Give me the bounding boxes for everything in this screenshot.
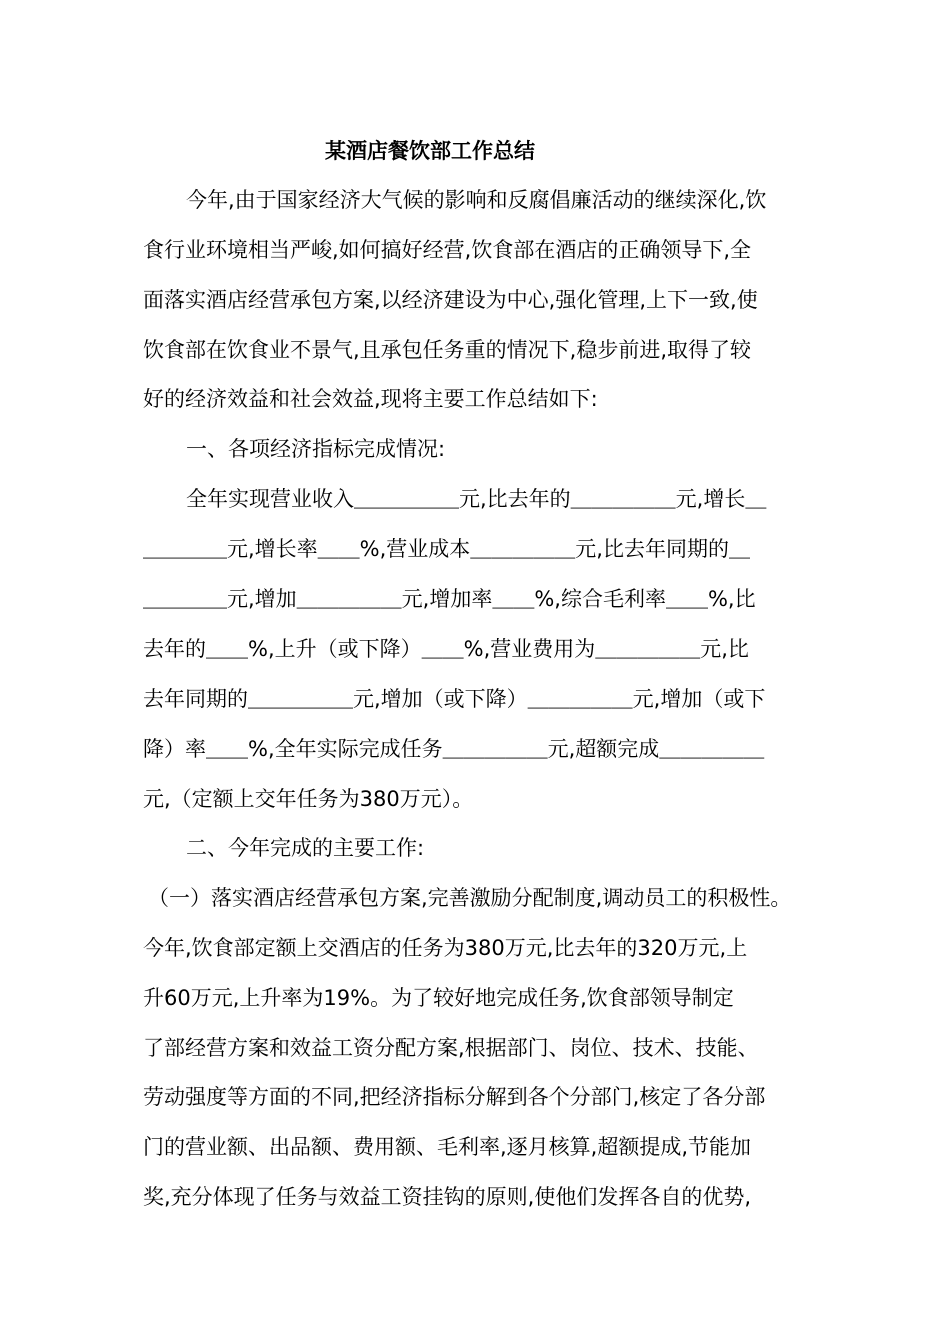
paragraph-line: 元,（定额上交年任务为380万元）。 — [143, 787, 474, 811]
section-heading: 一、各项经济指标完成情况: — [186, 437, 446, 461]
paragraph-line: ＿＿＿＿元,增长率＿＿%,营业成本＿＿＿＿＿元,比去年同期的＿ — [143, 537, 750, 561]
document-title: 某酒店餐饮部工作总结 — [325, 139, 535, 163]
paragraph-line: 劳动强度等方面的不同,把经济指标分解到各个分部门,核定了各分部 — [143, 1085, 766, 1109]
paragraph-line: 降）率＿＿%,全年实际完成任务＿＿＿＿＿元,超额完成＿＿＿＿＿ — [143, 737, 765, 761]
paragraph-line: 好的经济效益和社会效益,现将主要工作总结如下: — [143, 387, 598, 411]
paragraph-line: 去年同期的＿＿＿＿＿元,增加（或下降）＿＿＿＿＿元,增加（或下 — [143, 687, 766, 711]
paragraph-line: 门的营业额、出品额、费用额、毛利率,逐月核算,超额提成,节能加 — [143, 1135, 752, 1159]
section-heading: 二、今年完成的主要工作: — [186, 836, 425, 860]
paragraph-line: 奖,充分体现了任务与效益工资挂钩的原则,使他们发挥各自的优势, — [143, 1185, 752, 1209]
paragraph-line: 面落实酒店经营承包方案,以经济建设为中心,强化管理,上下一致,使 — [143, 288, 758, 312]
paragraph-line: 升60万元,上升率为19%。为了较好地完成任务,饮食部领导制定 — [143, 986, 734, 1010]
paragraph-line: 了部经营方案和效益工资分配方案,根据部门、岗位、技术、技能、 — [143, 1036, 759, 1060]
paragraph-line: 去年的＿＿%,上升（或下降）＿＿%,营业费用为＿＿＿＿＿元,比 — [143, 637, 749, 661]
subsection-heading: （一）落实酒店经营承包方案,完善激励分配制度,调动员工的积极性。 — [148, 886, 792, 910]
paragraph-line: 食行业环境相当严峻,如何搞好经营,饮食部在酒店的正确领导下,全 — [143, 238, 752, 262]
paragraph-line: 今年,饮食部定额上交酒店的任务为380万元,比去年的320万元,上 — [143, 936, 748, 960]
paragraph-line: 今年,由于国家经济大气候的影响和反腐倡廉活动的继续深化,饮 — [186, 188, 767, 212]
paragraph-line: ＿＿＿＿元,增加＿＿＿＿＿元,增加率＿＿%,综合毛利率＿＿%,比 — [143, 587, 756, 611]
paragraph-line: 全年实现营业收入＿＿＿＿＿元,比去年的＿＿＿＿＿元,增长＿ — [186, 487, 767, 511]
paragraph-line: 饮食部在饮食业不景气,且承包任务重的情况下,稳步前进,取得了较 — [143, 338, 752, 362]
